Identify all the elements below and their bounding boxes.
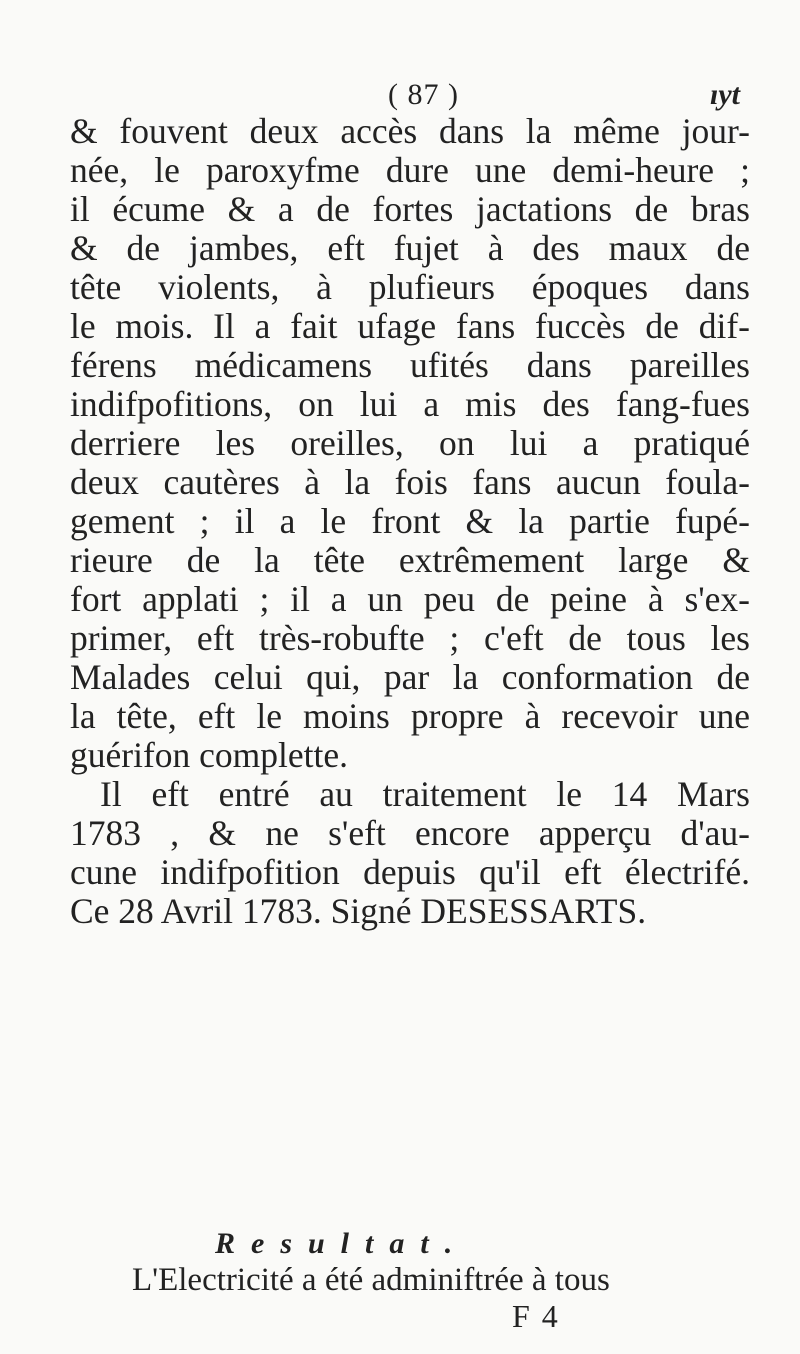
text-line: Malades celui qui, par la conformation de bbox=[70, 657, 750, 697]
text-line: le mois. Il a fait ufage fans fuccès de dif- bbox=[70, 306, 750, 346]
page-number: ( 87 ) bbox=[388, 78, 459, 111]
text-line: née, le paroxyfme dure une demi-heure ; bbox=[70, 150, 750, 190]
text-line: primer, eft très-robufte ; c'eft de tous les bbox=[70, 618, 750, 658]
text-line: la tête, eft le moins propre à recevoir une bbox=[70, 696, 750, 736]
body-text bbox=[70, 112, 750, 931]
text-line: cune indifpofition depuis qu'il eft électrifé. bbox=[70, 852, 750, 892]
text-line: deux cautères à la fois fans aucun foula- bbox=[70, 462, 750, 502]
text-line: gement ; il a le front & la partie fupé- bbox=[70, 501, 750, 541]
text-line: 1783 , & ne s'eft encore apperçu d'au- bbox=[70, 813, 750, 853]
text-line: & de jambes, eft fujet à des maux de bbox=[70, 228, 750, 268]
signature-mark: F 4 bbox=[512, 1298, 560, 1334]
text-line: tête violents, à plufieurs époques dans bbox=[70, 267, 750, 307]
text-line: L'Electricité a été adminiftrée à tous bbox=[132, 1262, 610, 1298]
text-line: il écume & a de fortes jactations de bras bbox=[70, 189, 750, 229]
text-line: Il eft entré au traitement le 14 Mars bbox=[100, 774, 750, 814]
text-line: fort applati ; il a un peu de peine à s'ex- bbox=[70, 579, 750, 619]
text-line: Ce 28 Avril 1783. Signé DESESSARTS. bbox=[70, 891, 647, 931]
text-line: férens médicamens ufités dans pareilles bbox=[70, 345, 750, 385]
handwritten-mark: ıyt bbox=[710, 78, 740, 111]
text-line: derriere les oreilles, on lui a pratiqué bbox=[70, 423, 750, 463]
text-line: guérifon complette. bbox=[70, 735, 348, 775]
section-heading: Resultat. bbox=[215, 1227, 469, 1260]
text-line: indifpofitions, on lui a mis des fang-fues bbox=[70, 384, 750, 424]
text-line: & fouvent deux accès dans la même jour- bbox=[70, 111, 750, 151]
text-line: rieure de la tête extrêmement large & bbox=[70, 540, 750, 580]
